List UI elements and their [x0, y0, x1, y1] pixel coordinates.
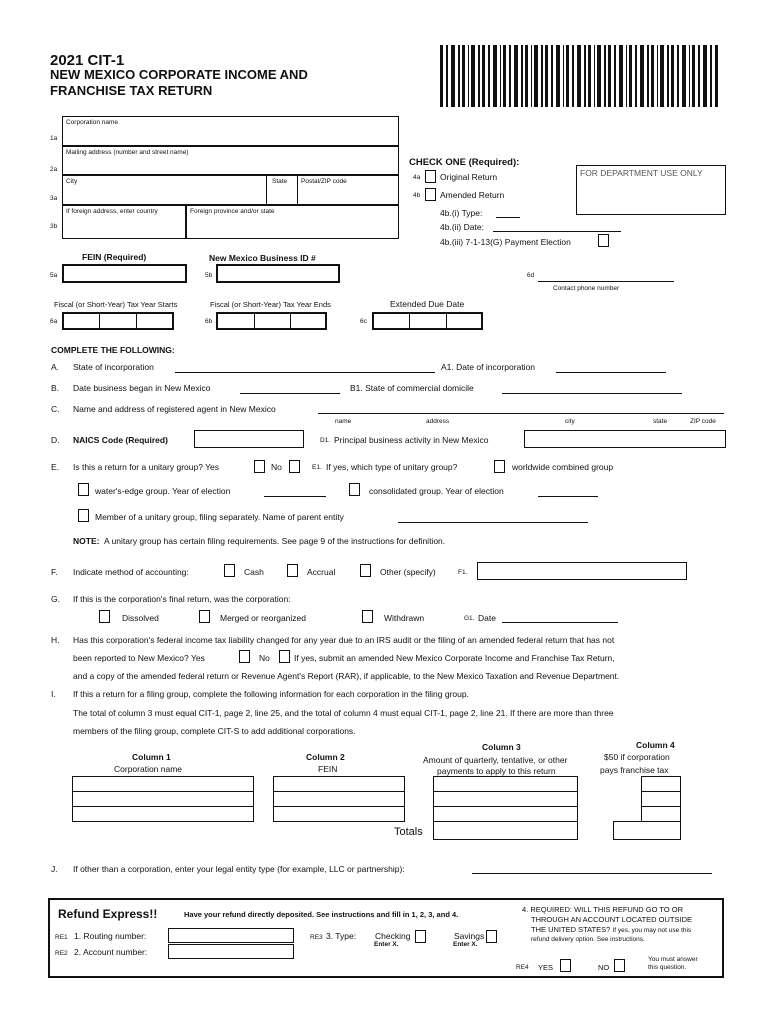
- outside-us-question-line3: THE UNITED STATES? If yes, you may not use this: [531, 925, 692, 934]
- dissolved-checkbox[interactable]: [99, 610, 110, 623]
- column4-title: Column 4: [636, 740, 675, 750]
- amended-type-input[interactable]: [496, 217, 520, 218]
- savings-label: Savings: [454, 931, 485, 941]
- fiscal-end-input[interactable]: [216, 312, 327, 330]
- item-j-letter: J.: [51, 864, 58, 874]
- amended-return-label: Amended Return: [440, 190, 505, 200]
- other-method-label: Other (specify): [380, 567, 436, 577]
- savings-enter-x: Enter X.: [453, 941, 478, 948]
- col3-row2-input[interactable]: [433, 791, 578, 807]
- item-f1-prefix: F1.: [458, 569, 468, 576]
- complete-following-heading: COMPLETE THE FOLLOWING:: [51, 345, 175, 355]
- federal-change-yes-checkbox[interactable]: [239, 650, 250, 663]
- filing-group-line2: The total of column 3 must equal CIT-1, page 2, line 25, and the total of column 4 must equal CIT-1, page 2, line 21. If there are more than three: [73, 708, 614, 718]
- withdrawn-checkbox[interactable]: [362, 610, 373, 623]
- department-use-label: FOR DEPARTMENT USE ONLY: [580, 168, 703, 178]
- registered-agent-input[interactable]: [318, 413, 724, 414]
- column2-title: Column 2: [306, 752, 345, 762]
- account-type-label: 3. Type:: [326, 931, 357, 941]
- contact-phone-input[interactable]: [538, 281, 674, 282]
- agent-city-caption: city: [565, 418, 575, 425]
- final-date-label: Date: [478, 613, 496, 623]
- cash-checkbox[interactable]: [224, 564, 235, 577]
- state-incorporation-label: State of incorporation: [73, 362, 154, 372]
- unitary-yes-checkbox[interactable]: [254, 460, 265, 473]
- waters-edge-checkbox[interactable]: [78, 483, 89, 496]
- line-1a: 1a: [50, 135, 58, 142]
- city-label: City: [66, 178, 78, 185]
- dissolved-label: Dissolved: [122, 613, 159, 623]
- routing-number-label: 1. Routing number:: [74, 931, 147, 941]
- check-one-heading: CHECK ONE (Required):: [409, 157, 520, 168]
- fein-input[interactable]: [62, 264, 187, 283]
- payment-election-checkbox[interactable]: [598, 234, 609, 247]
- fiscal-end-label: Fiscal (or Short-Year) Tax Year Ends: [210, 300, 331, 309]
- federal-change-line3: and a copy of the amended federal return or Revenue Agent's Report (RAR), if applicable, to the New Mexico Taxation and Revenue Department.: [73, 671, 620, 681]
- agent-address-caption: address: [426, 418, 450, 425]
- accounting-method-label: Indicate method of accounting:: [73, 567, 189, 577]
- date-incorporation-input[interactable]: [556, 372, 666, 373]
- line-5b: 5b: [205, 272, 213, 279]
- amended-date-label: 4b.(ii) Date:: [440, 222, 484, 232]
- line-2a: 2a: [50, 166, 58, 173]
- date-business-began-input[interactable]: [240, 393, 340, 394]
- fiscal-start-label: Fiscal (or Short-Year) Tax Year Starts: [54, 300, 178, 309]
- foreign-country-label: If foreign address, enter country: [66, 208, 158, 215]
- filing-group-line1: If this a return for a filing group, complete the following information for each corporation in the filing group.: [73, 689, 469, 699]
- item-b-letter: B.: [51, 383, 60, 393]
- waters-edge-label: water's-edge group. Year of election: [95, 486, 231, 496]
- legal-entity-input[interactable]: [472, 873, 712, 874]
- form-title-line1: NEW MEXICO CORPORATE INCOME AND: [50, 67, 308, 82]
- member-unitary-checkbox[interactable]: [78, 509, 89, 522]
- line-6c: 6c: [360, 318, 367, 325]
- mailing-address-field[interactable]: [62, 146, 399, 175]
- corporation-name-field[interactable]: [62, 116, 399, 146]
- checking-checkbox[interactable]: [415, 930, 426, 943]
- col2-row3-input[interactable]: [273, 806, 405, 822]
- re4-prefix: RE4: [516, 964, 529, 971]
- merged-checkbox[interactable]: [199, 610, 210, 623]
- filing-group-line3: members of the filing group, complete CIT-S to add additional corporations.: [73, 726, 356, 736]
- final-return-label: If this is the corporation's final return, was the corporation:: [73, 594, 291, 604]
- note-text: A unitary group has certain filing requirements. See page 9 of the instructions for definition.: [104, 536, 446, 546]
- amended-type-label: 4b.(i) Type:: [440, 208, 483, 218]
- line-3a: 3a: [50, 195, 58, 202]
- federal-change-no-checkbox[interactable]: [279, 650, 290, 663]
- cash-label: Cash: [244, 567, 264, 577]
- column2-subtitle: FEIN: [318, 764, 338, 774]
- legal-entity-label: If other than a corporation, enter your legal entity type (for example, LLC or partnership):: [73, 864, 405, 874]
- column1-subtitle: Corporation name: [114, 764, 183, 774]
- note-bold: NOTE:: [73, 536, 100, 546]
- item-f-letter: F.: [51, 567, 58, 577]
- account-number-label: 2. Account number:: [74, 947, 148, 957]
- col1-row1-input[interactable]: [72, 776, 254, 792]
- foreign-province-field[interactable]: [186, 205, 399, 239]
- item-h-letter: H.: [51, 635, 60, 645]
- unitary-no-label: No: [271, 462, 282, 472]
- savings-checkbox[interactable]: [486, 930, 497, 943]
- agent-state-caption: state: [653, 418, 668, 425]
- routing-number-input[interactable]: [168, 928, 294, 943]
- outside-us-yes-checkbox[interactable]: [560, 959, 571, 972]
- unitary-no-checkbox[interactable]: [289, 460, 300, 473]
- consolidated-group-label: consolidated group. Year of election: [369, 486, 504, 496]
- item-d1-prefix: D1.: [320, 437, 331, 444]
- line-4a: 4a: [413, 174, 421, 181]
- fiscal-start-input[interactable]: [62, 312, 174, 330]
- col2-row2-input[interactable]: [273, 791, 405, 807]
- col2-row1-input[interactable]: [273, 776, 405, 792]
- state-field[interactable]: [266, 175, 298, 205]
- fein-label: FEIN (Required): [82, 252, 147, 262]
- naics-code-label: NAICS Code (Required): [73, 435, 168, 445]
- unitary-type-label: If yes, which type of unitary group?: [326, 462, 458, 472]
- registered-agent-label: Name and address of registered agent in New Mexico: [73, 404, 276, 414]
- accrual-label: Accrual: [307, 567, 336, 577]
- date-business-began-label: Date business began in New Mexico: [73, 383, 211, 393]
- postal-zip-label: Postal/ZIP code: [301, 178, 347, 185]
- commercial-domicile-label: B1. State of commercial domicile: [350, 383, 474, 393]
- withdrawn-label: Withdrawn: [384, 613, 425, 623]
- unitary-group-label: Is this a return for a unitary group? Yes: [73, 462, 220, 472]
- mailing-address-label: Mailing address (number and street name): [66, 149, 189, 156]
- refund-express-box: [48, 898, 724, 978]
- col1-row3-input[interactable]: [72, 806, 254, 822]
- federal-change-no-label: No: [259, 653, 270, 663]
- totals-label: Totals: [394, 826, 423, 838]
- outside-us-question-line2: THROUGH AN ACCOUNT LOCATED OUTSIDE: [531, 915, 692, 924]
- nm-business-id-label: New Mexico Business ID #: [209, 253, 316, 263]
- column4-subtitle1: $50 if corporation: [604, 752, 670, 762]
- amended-return-checkbox[interactable]: [425, 188, 436, 201]
- original-return-checkbox[interactable]: [425, 170, 436, 183]
- nm-business-id-input[interactable]: [216, 264, 340, 283]
- checking-label: Checking: [375, 931, 411, 941]
- agent-name-caption: name: [335, 418, 352, 425]
- must-answer-line2: this question.: [648, 964, 687, 971]
- outside-us-question-line1: 4. REQUIRED: WILL THIS REFUND GO TO OR: [522, 905, 683, 914]
- item-d-letter: D.: [51, 435, 60, 445]
- re1-prefix: RE1: [55, 934, 68, 941]
- federal-change-line2a: been reported to New Mexico? Yes: [73, 653, 205, 663]
- foreign-country-field[interactable]: [62, 205, 186, 239]
- waters-edge-year-input[interactable]: [264, 496, 326, 497]
- line-5a: 5a: [50, 272, 58, 279]
- state-label: State: [272, 178, 288, 185]
- outside-us-question-line4: refund delivery option. See instructions.: [531, 936, 645, 943]
- consolidated-year-input[interactable]: [538, 496, 598, 497]
- other-method-checkbox[interactable]: [360, 564, 371, 577]
- col3-total-input[interactable]: [433, 821, 578, 840]
- refund-instructions: Have your refund directly deposited. See instructions and fill in 1, 2, 3, and 4.: [184, 910, 459, 919]
- column3-subtitle2: payments to apply to this return: [437, 766, 556, 776]
- principal-activity-label: Principal business activity in New Mexico: [334, 435, 489, 445]
- col4-total-input[interactable]: [613, 821, 681, 840]
- col4-row1-input[interactable]: [641, 776, 681, 792]
- worldwide-combined-checkbox[interactable]: [494, 460, 505, 473]
- federal-change-line2b: If yes, submit an amended New Mexico Corporate Income and Franchise Tax Return,: [294, 653, 615, 663]
- refund-express-title: Refund Express!!: [58, 907, 158, 921]
- extended-due-label: Extended Due Date: [390, 299, 465, 309]
- account-number-input[interactable]: [168, 944, 294, 959]
- column3-title: Column 3: [482, 742, 521, 752]
- checking-enter-x: Enter X.: [374, 941, 399, 948]
- column4-subtitle2: pays franchise tax: [600, 765, 669, 775]
- corporation-name-label: Corporation name: [66, 119, 119, 126]
- principal-activity-input[interactable]: [524, 430, 726, 448]
- line-6d: 6d: [527, 272, 535, 279]
- line-4b: 4b: [413, 192, 421, 199]
- naics-code-input[interactable]: [194, 430, 304, 448]
- contact-phone-label: Contact phone number: [553, 285, 620, 292]
- col3-row3-input[interactable]: [433, 806, 578, 822]
- item-a-letter: A.: [51, 362, 60, 372]
- item-c-letter: C.: [51, 404, 60, 414]
- item-e-letter: E.: [51, 462, 60, 472]
- final-date-input[interactable]: [502, 622, 618, 623]
- item-g-letter: G.: [51, 594, 60, 604]
- must-answer-line1: You must answer: [648, 956, 698, 963]
- state-incorporation-input[interactable]: [175, 372, 435, 373]
- worldwide-combined-label: worldwide combined group: [512, 462, 614, 472]
- consolidated-group-checkbox[interactable]: [349, 483, 360, 496]
- parent-entity-input[interactable]: [398, 522, 588, 523]
- line-6a: 6a: [50, 318, 58, 325]
- merged-label: Merged or reorganized: [220, 613, 306, 623]
- line-6b: 6b: [205, 318, 213, 325]
- extended-due-input[interactable]: [372, 312, 483, 330]
- form-year-title: 2021 CIT-1: [50, 52, 125, 69]
- col4-row3-input[interactable]: [641, 806, 681, 822]
- foreign-province-label: Foreign province and/or state: [190, 208, 275, 215]
- date-incorporation-label: A1. Date of incorporation: [441, 362, 536, 372]
- form-title-line2: FRANCHISE TAX RETURN: [50, 83, 213, 98]
- re2-prefix: RE2: [55, 950, 68, 957]
- agent-zip-caption: ZIP code: [690, 418, 716, 425]
- department-use-box: [576, 165, 726, 215]
- col4-row2-input[interactable]: [641, 791, 681, 807]
- original-return-label: Original Return: [440, 172, 498, 182]
- city-field[interactable]: [62, 175, 267, 205]
- item-i-letter: I.: [51, 689, 56, 699]
- column3-subtitle1: Amount of quarterly, tentative, or other: [423, 755, 568, 765]
- payment-election-label: 4b.(iii) 7-1-13(G) Payment Election: [440, 237, 571, 247]
- commercial-domicile-input[interactable]: [502, 393, 682, 394]
- line-3b: 3b: [50, 223, 58, 230]
- re3-prefix: RE3: [310, 934, 323, 941]
- member-unitary-label: Member of a unitary group, filing separately. Name of parent entity: [95, 512, 344, 522]
- accrual-checkbox[interactable]: [287, 564, 298, 577]
- federal-change-line1: Has this corporation's federal income tax liability changed for any year due to an IRS audit or the filing of an amended federal return that has not: [73, 635, 615, 645]
- barcode: [440, 45, 720, 107]
- col1-row2-input[interactable]: [72, 791, 254, 807]
- column1-title: Column 1: [132, 752, 171, 762]
- col3-row1-input[interactable]: [433, 776, 578, 792]
- item-e1-prefix: E1.: [312, 464, 322, 471]
- item-g1-prefix: G1.: [464, 615, 475, 622]
- postal-zip-field[interactable]: [297, 175, 399, 205]
- amended-date-input[interactable]: [493, 231, 621, 232]
- outside-us-no-checkbox[interactable]: [614, 959, 625, 972]
- other-method-input[interactable]: [477, 562, 687, 580]
- outside-us-yes-label: YES: [538, 963, 554, 972]
- outside-us-no-label: NO: [598, 963, 610, 972]
